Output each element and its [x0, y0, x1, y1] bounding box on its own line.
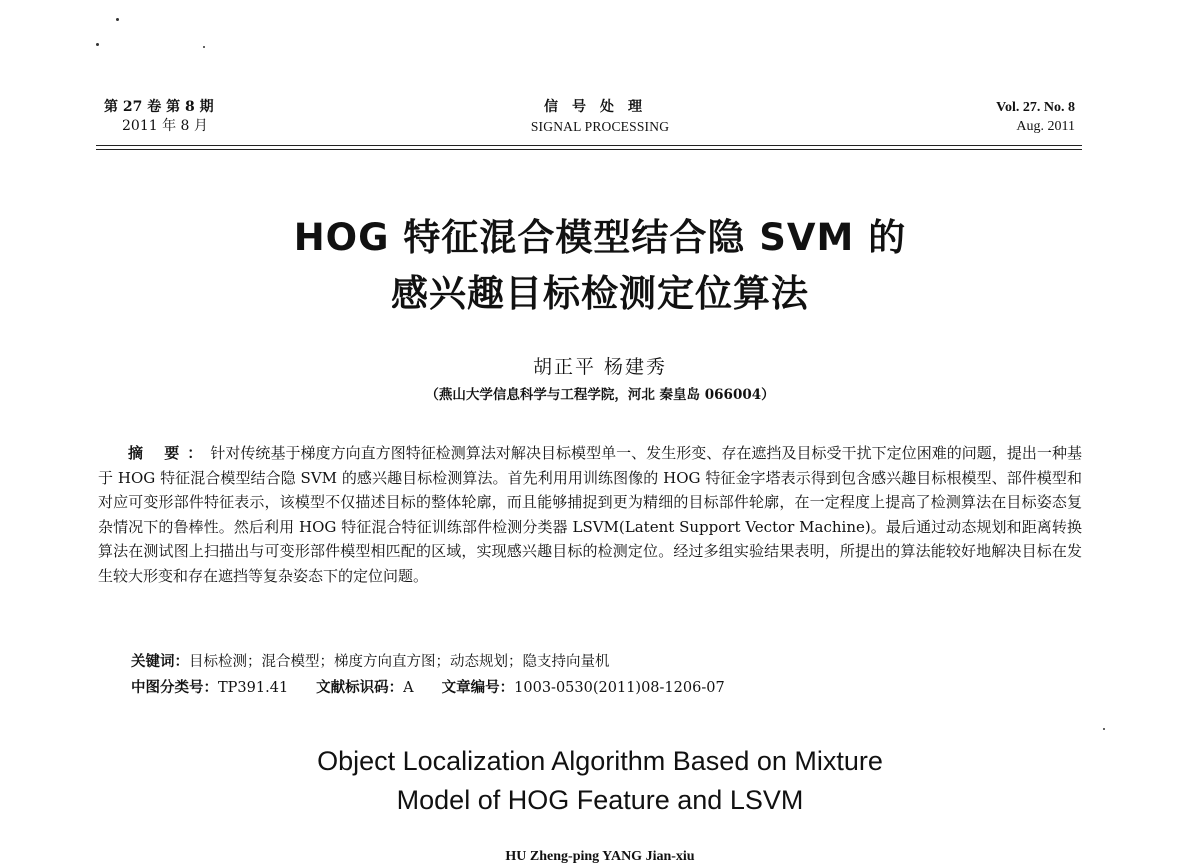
volume-issue: 第 27 卷 第 8 期: [104, 99, 214, 115]
vol-no: Vol. 27. No. 8: [996, 100, 1075, 115]
classification-info: [131, 678, 725, 698]
journal-name-en: SIGNAL PROCESSING: [530, 119, 670, 134]
authors: 胡正平 杨建秀: [532, 356, 668, 378]
scan-speck: [96, 43, 99, 46]
doc-code-label: 文献标识码：: [316, 679, 404, 696]
issue-date-cn: 2011 年 8 月: [122, 118, 208, 134]
paper-title-line2: 感兴趣目标检测定位算法: [391, 272, 809, 315]
english-title: [0, 742, 1200, 820]
article-number-label: 文章编号：: [441, 679, 515, 696]
scan-speck: [203, 46, 205, 48]
clc-value: TP391.41: [218, 680, 289, 696]
abstract: [98, 441, 1082, 588]
keywords: [131, 652, 610, 672]
abstract-label: 摘 要：: [128, 444, 211, 462]
scan-speck: [1103, 728, 1105, 730]
paper-title: [0, 210, 1200, 322]
affiliation: （燕山大学信息科学与工程学院，河北 秦皇岛 066004）: [425, 387, 775, 403]
journal-name-cn: 信号处理: [544, 99, 656, 115]
journal-issue-info: [104, 98, 214, 136]
abstract-text: 针对传统基于梯度方向直方图特征检测算法对解决目标模型单一、发生形变、存在遮挡及目标受干扰下定位困难的问题，提出一种基于 HOG 特征混合模型结合隐 SVM 的感兴趣目标检测算法。首先利用用训练图像的 HOG 特征金字塔表示得到包含感兴趣目标根模型、部件模型和对应可变形部件特征表示，该模型不仅描述目标的整体轮廓，而且能够捕捉到更为精细的目标部件轮廓，在一定程度上提高了检测算法在目标姿态复杂情况下的鲁棒性。然后利用 HOG 特征混合特征训练部件检测分类器 LSVM(Latent Support Vector Machine)。最后通过动态规划和距离转换算法在测试图上扫描出与可变形部件模型相匹配的区域，实现感兴趣目标的检测定位。经过多组实验结果表明，所提出的算法能较好地解决目标在发生较大形变和存在遮挡等复杂姿态下的定位问题。: [98, 444, 1082, 585]
issue-date-en: Aug. 2011: [1016, 119, 1075, 134]
journal-volume-info: [996, 98, 1075, 136]
header-rule-thick: [96, 145, 1082, 146]
header-rule-thin: [96, 149, 1082, 150]
english-title-line2: Model of HOG Feature and LSVM: [396, 785, 804, 815]
clc-label: 中图分类号：: [131, 679, 218, 696]
english-authors: HU Zheng-ping YANG Jian-xiu: [505, 849, 695, 864]
scan-speck: [116, 18, 119, 21]
paper-title-line1: HOG 特征混合模型结合隐 SVM 的: [293, 216, 907, 259]
keywords-label: 关键词：: [131, 653, 189, 670]
english-title-line1: Object Localization Algorithm Based on Mixture: [317, 746, 883, 776]
doc-code-value: A: [403, 680, 414, 696]
keywords-text: 目标检测；混合模型；梯度方向直方图；动态规划；隐支持向量机: [189, 654, 610, 670]
journal-name: [450, 98, 750, 136]
article-number-value: 1003-0530(2011)08-1206-07: [514, 680, 725, 696]
